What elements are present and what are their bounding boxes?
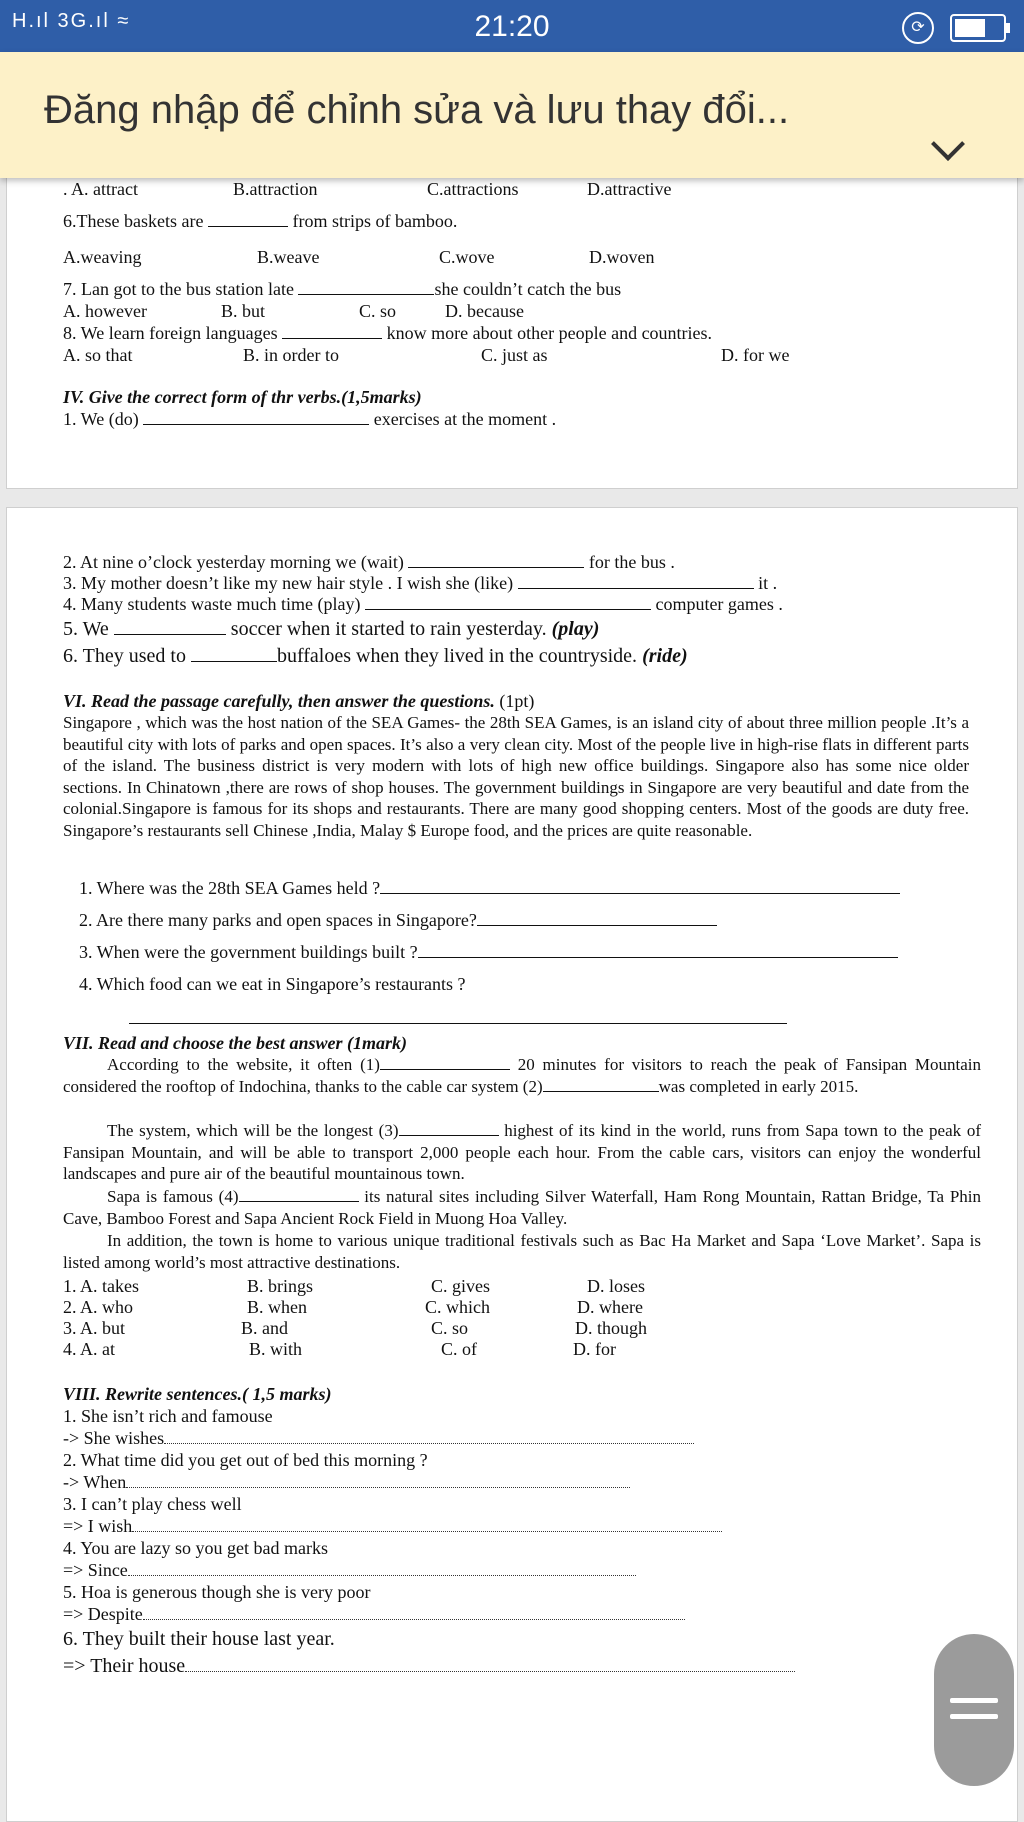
rewrite-4: 4. You are lazy so you get bad marks: [63, 1538, 328, 1558]
section-7-paragraph-4: In addition, the town is home to various unique traditional festivals such as Bac Ha Market and Sapa ‘Love Market’. Sapa is listed among world’s most attractive destinations.: [63, 1231, 981, 1272]
q7-option-d: D. because: [445, 301, 524, 321]
q8-text: 8. We learn foreign languages know more about other people and countries.: [63, 323, 713, 343]
q7-option-c: C. so: [359, 301, 397, 321]
rewrite-2-answer: -> When: [63, 1472, 630, 1493]
rewrite-1-answer: -> She wishes: [63, 1428, 694, 1449]
answer-line: [129, 1022, 787, 1024]
rewrite-4-answer: => Since: [63, 1560, 636, 1581]
choice-1-d: D. loses: [587, 1276, 645, 1296]
choice-4-d: D. for: [573, 1339, 616, 1359]
grip-line-icon: [950, 1714, 998, 1719]
section-7-paragraph-3: Sapa is famous (4) its natural sites including Silver Waterfall, Ham Rong Mountain, Rattan Bridge, Ta Phin Cave, Bamboo Forest and Sapa Ancient Rock Field in Muong Hoa Valley.: [63, 1187, 981, 1228]
q6-option-b: B.weave: [257, 247, 320, 267]
choice-2-c: C. which: [425, 1297, 490, 1317]
q7-option-b: B. but: [221, 301, 266, 321]
q8-option-d: D. for we: [721, 345, 790, 365]
choice-3-b: B. and: [241, 1318, 288, 1338]
choice-3-d: D. though: [575, 1318, 647, 1338]
rewrite-5-answer: => Despite: [63, 1604, 685, 1625]
document-page-1: [6, 150, 1018, 489]
q8-option-a: A. so that: [63, 345, 133, 365]
verb-question-1: 1. We (do) exercises at the moment .: [63, 409, 557, 429]
rewrite-6: 6. They built their house last year.: [63, 1628, 335, 1650]
reading-question-3: 3. When were the government buildings built ?: [79, 942, 898, 963]
rewrite-2: 2. What time did you get out of bed this morning ?: [63, 1450, 428, 1470]
scroll-thumb[interactable]: [934, 1634, 1014, 1786]
rewrite-3: 3. I can’t play chess well: [63, 1494, 242, 1514]
choice-4-a: 4. A. at: [63, 1339, 115, 1359]
q6-option-a: A.weaving: [63, 247, 142, 267]
q6-option-c: C.wove: [439, 247, 495, 267]
choice-4-c: C. of: [441, 1339, 477, 1359]
choice-2-a: 2. A. who: [63, 1297, 134, 1317]
status-time: 21:20: [474, 10, 550, 43]
rotation-lock-icon[interactable]: ⟳: [902, 12, 934, 44]
q7-option-a: A. however: [63, 301, 147, 321]
status-bar: [0, 0, 1024, 52]
chevron-down-icon[interactable]: [931, 127, 965, 161]
q5-option-a: . A. attract: [63, 179, 138, 199]
q5-option-b: B.attraction: [233, 179, 318, 199]
document-page-2: [6, 507, 1018, 1822]
q8-option-b: B. in order to: [243, 345, 339, 365]
section-4-title: IV. Give the correct form of thr verbs.(1,5marks): [63, 387, 422, 407]
q5-option-c: C.attractions: [427, 179, 519, 199]
reading-question-2: 2. Are there many parks and open spaces in Singapore?: [79, 910, 717, 931]
verb-question-4: 4. Many students waste much time (play) computer games .: [63, 594, 783, 614]
q5-option-d: D.attractive: [587, 179, 672, 199]
section-7-paragraph-2: The system, which will be the longest (3) highest of its kind in the world, runs from Sapa town to the peak of Fansipan Mountain, and will be able to transport 2,000 people each hour. From the cable cars, visitors can enjoy the wonderful landscapes and pure air of the beautiful mountainous town.: [63, 1121, 982, 1183]
q6-option-d: D.woven: [589, 247, 655, 267]
choice-2-d: D. where: [577, 1297, 643, 1317]
rewrite-3-answer: => I wish: [63, 1516, 722, 1537]
choice-1-a: 1. A. takes: [63, 1276, 139, 1296]
verb-question-2: 2. At nine o’clock yesterday morning we (wait) for the bus .: [63, 552, 675, 572]
verb-question-6: 6. They used to buffaloes when they lived in the countryside. (ride): [63, 645, 688, 667]
q8-option-c: C. just as: [481, 345, 548, 365]
reading-question-1: 1. Where was the 28th SEA Games held ?: [79, 878, 900, 899]
signal-icon: H.ıl 3G.ıl ≈: [12, 10, 131, 32]
section-7-paragraph-1: According to the website, it often (1) 20 minutes for visitors to reach the peak of Fansipan Mountain considered the rooftop of Indochina, thanks to the cable car system (2) was completed in early 2015.: [63, 1055, 982, 1096]
choice-4-b: B. with: [249, 1339, 303, 1359]
battery-icon: [950, 14, 1006, 42]
choice-2-b: B. when: [247, 1297, 307, 1317]
rewrite-5: 5. Hoa is generous though she is very poor: [63, 1582, 371, 1602]
verb-question-3: 3. My mother doesn’t like my new hair style . I wish she (like) it .: [63, 573, 778, 593]
section-6-passage: Singapore , which was the host nation of the SEA Games- the 28th SEA Games, is an island city of about three million people .It’s a beautiful city with lots of parks and open spaces. It’s also a very clean city. Most of the people live in high-rise flats in different parts of the island. The business district is very modern with lots of high new office buildings. Singapore also has some nice older sections. In Chinatown ,there are rows of shop houses. The government buildings in Singapore are very beautiful and date from the colonial.Singapore is famous for its shops and restaurants. There are many good shopping centers. Most of the goods are duty free. Singapore’s restaurants sell Chinese ,India, Malay $ Europe food, and the prices are quite reasonable.: [63, 713, 969, 840]
section-6-title: VI. Read the passage carefully, then answer the questions. (1pt): [63, 691, 535, 711]
banner-text: Đăng nhập để chỉnh sửa và lưu thay đổi...: [44, 88, 790, 132]
verb-question-5: 5. We soccer when it started to rain yesterday. (play): [63, 618, 600, 640]
grip-line-icon: [950, 1698, 998, 1703]
choice-1-b: B. brings: [247, 1276, 314, 1296]
section-7-title: VII. Read and choose the best answer (1mark): [63, 1033, 408, 1053]
q7-text: 7. Lan got to the bus station late she couldn’t catch the bus: [63, 279, 622, 299]
rewrite-6-answer: => Their house: [63, 1655, 795, 1678]
choice-3-c: C. so: [431, 1318, 469, 1338]
section-8-title: VIII. Rewrite sentences.( 1,5 marks): [63, 1384, 332, 1404]
choice-3-a: 3. A. but: [63, 1318, 126, 1338]
sign-in-banner[interactable]: [0, 52, 1024, 178]
q6-text: 6.These baskets are from strips of bamboo.: [63, 211, 458, 231]
choice-1-c: C. gives: [431, 1276, 491, 1296]
rewrite-1: 1. She isn’t rich and famouse: [63, 1406, 273, 1426]
reading-question-4: 4. Which food can we eat in Singapore’s restaurants ?: [79, 974, 466, 994]
